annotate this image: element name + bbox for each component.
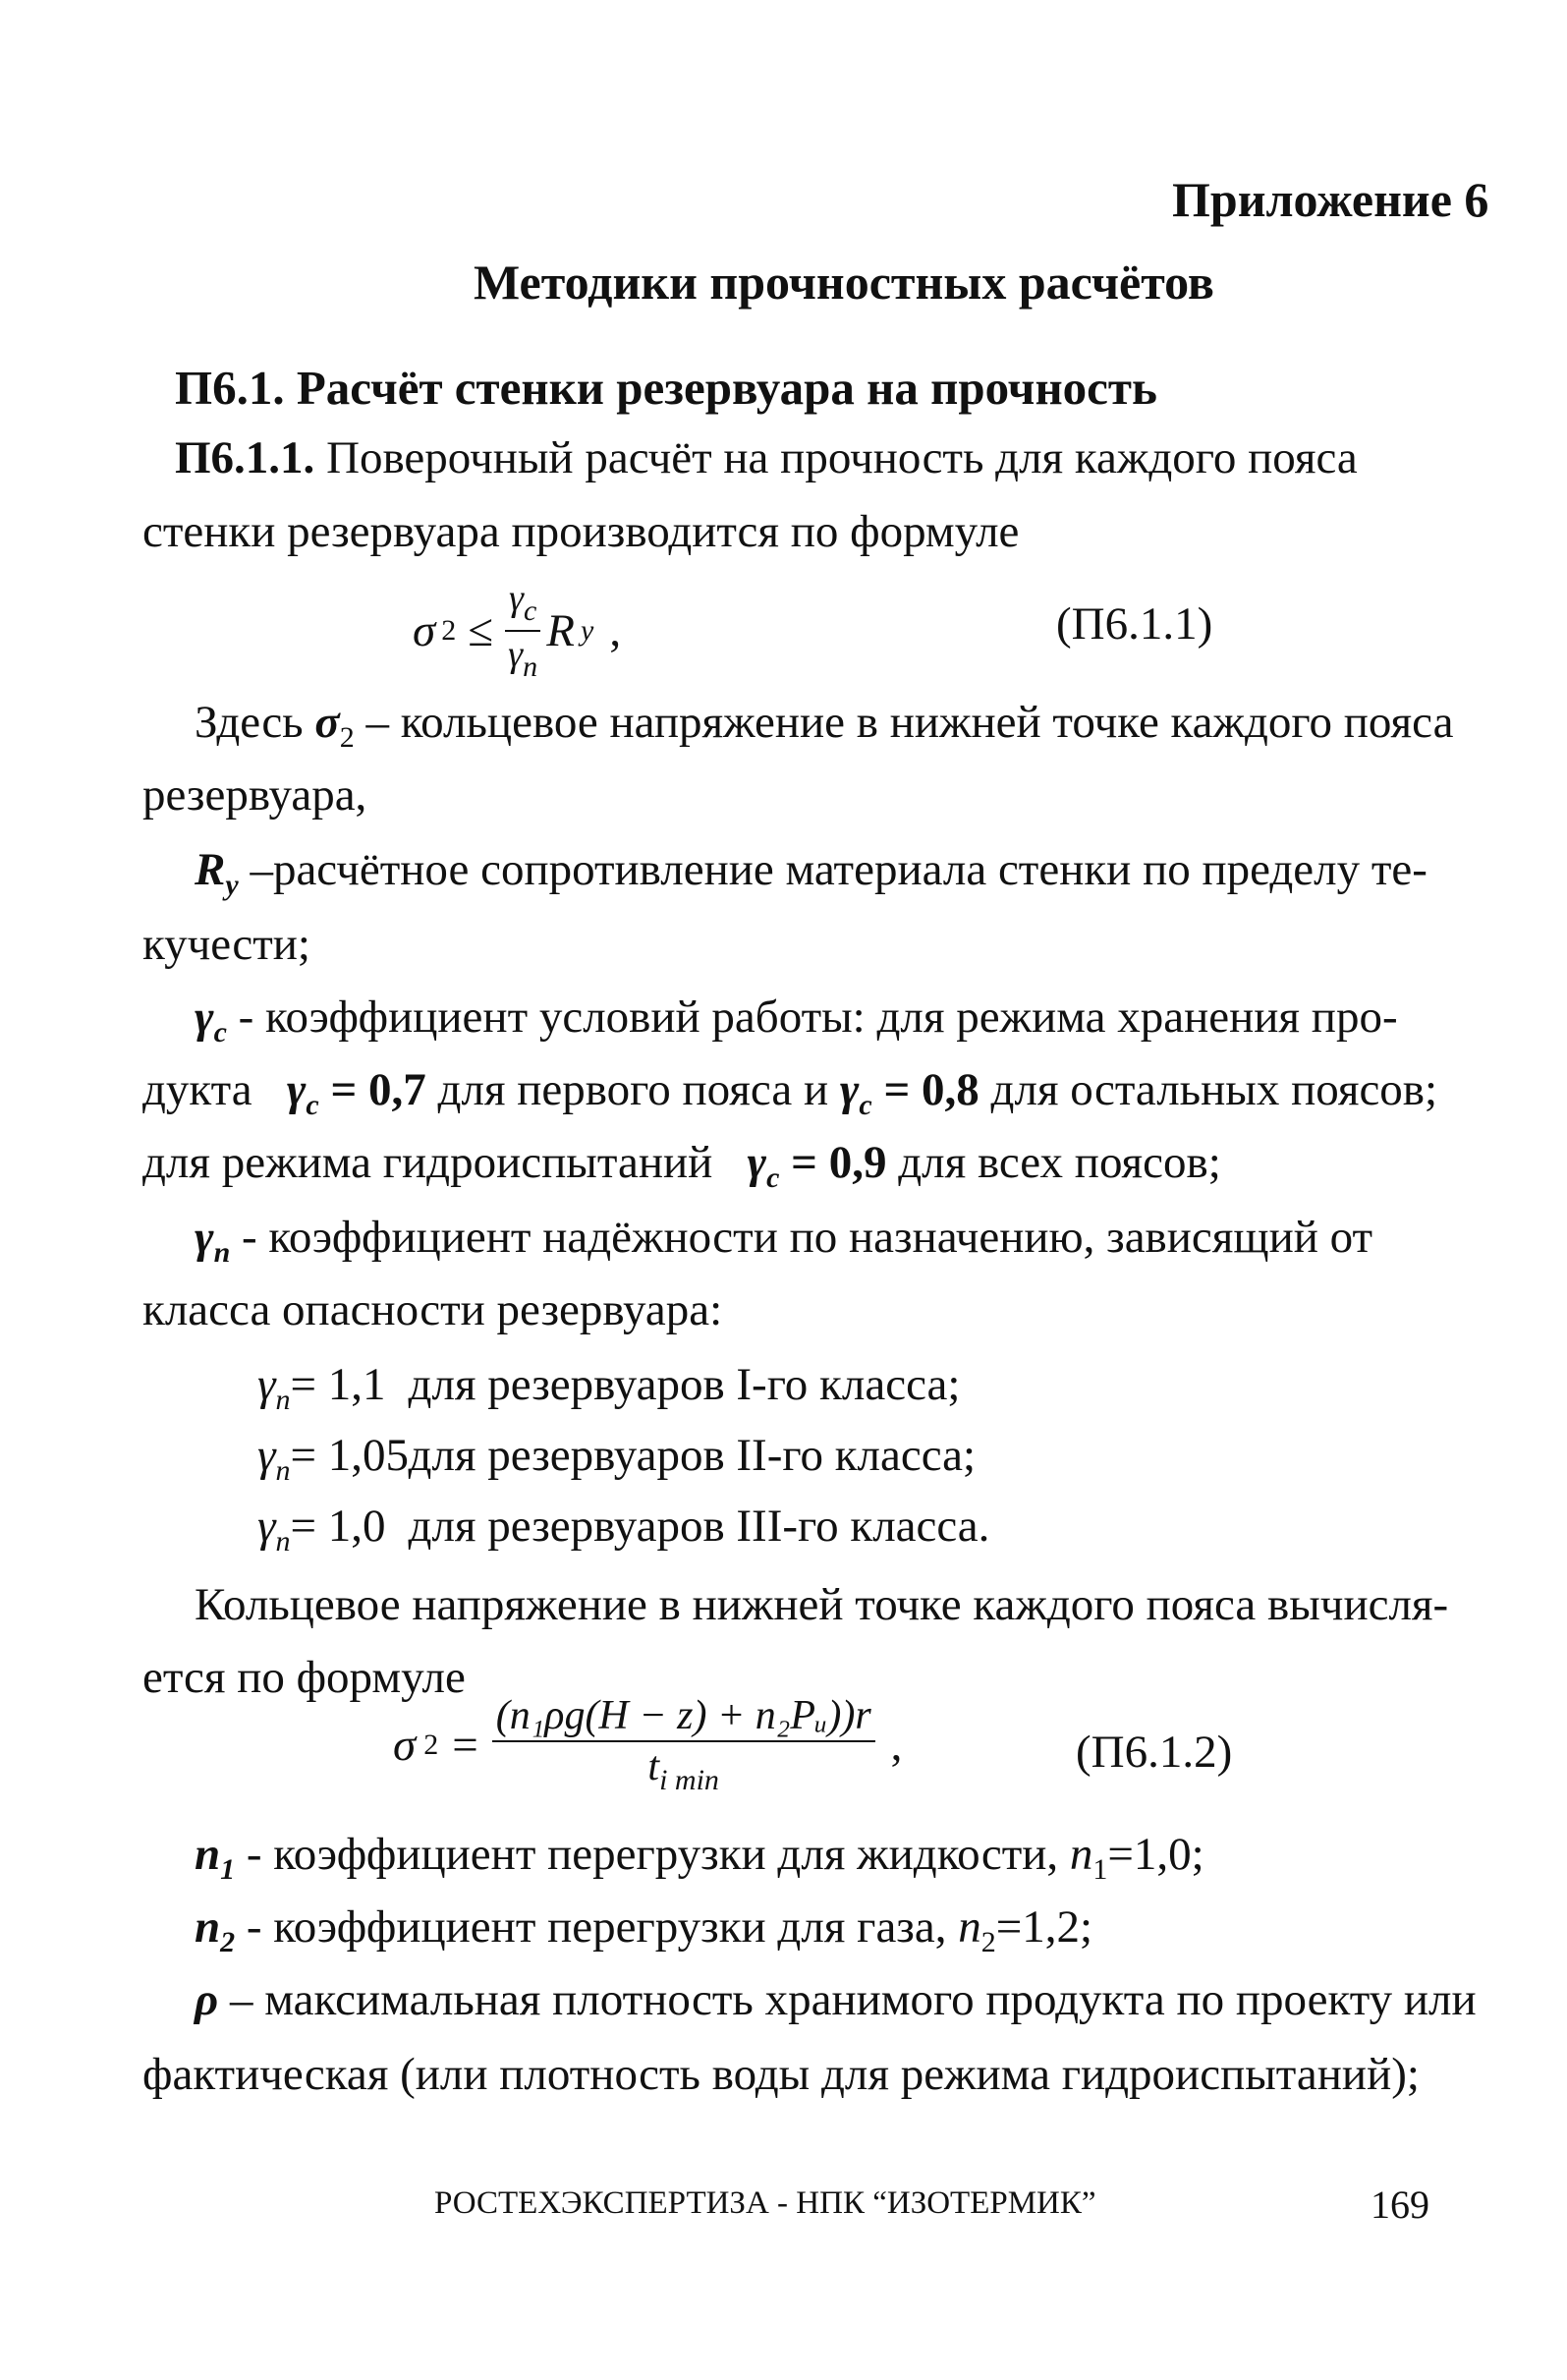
appendix-label: Приложение 6 (1172, 172, 1489, 227)
page-number: 169 (1371, 2182, 1429, 2227)
gamma-n-row: $\gamma_n= 1,0$ для резервуаров III-го класса. (257, 1501, 990, 1558)
fraction: $\frac{\gamma_c}{\gamma_n}$ (505, 580, 540, 682)
def-gamma-c-line-2: дукта $\gamma_c = 0,7$ для первого пояса и $\gamma_c = 0,8$ для остальных поясов; (142, 1064, 1438, 1121)
def-sigma-line-1: Здесь $\sigma_2$ – кольцевое напряжение в нижней точке каждого пояса (195, 697, 1454, 754)
paragraph-number: П6.1.1. (175, 432, 315, 483)
def-ry-line-2: кучести; (142, 919, 310, 970)
paragraph-2-line-2: ется по формуле (142, 1652, 466, 1703)
formula-1: σ 2 ≤ $\frac{\gamma_c}{\gamma_n}$ R y , (413, 578, 622, 683)
formula-2: σ 2 = $\frac{\text{(n₁ρg(H − z) + n₂Pᵤ))r}}{t_{i min}}$ , (393, 1693, 903, 1796)
def-rho-line-2: фактическая (или плотность воды для режима гидроиспытаний); (142, 2049, 1420, 2100)
formula-2-label: (П6.1.2) (1076, 1727, 1233, 1778)
page-title: Методики прочностных расчётов (474, 255, 1214, 310)
paragraph-1-line-2: стенки резервуара производится по формуле (142, 506, 1020, 557)
def-gamma-c-line-1: $\gamma_c$ - коэффициент условий работы: для режима хранения про- (195, 992, 1398, 1048)
footer-publisher: РОСТЕХЭКСПЕРТИЗА - НПК “ИЗОТЕРМИК” (434, 2185, 1096, 2221)
def-sigma-line-2: резервуара, (142, 769, 367, 821)
def-rho-line-1: ρ – максимальная плотность хранимого продукта по проекту или (195, 1974, 1477, 2025)
def-ry-line-1: $R_y$ –расчётное сопротивление материала стенки по пределу те- (195, 844, 1427, 901)
def-gamma-n-line-2: класса опасности резервуара: (142, 1284, 723, 1335)
def-gamma-c-line-3: для режима гидроиспытаний $\gamma_c = 0,9$ для всех поясов; (142, 1137, 1221, 1194)
formula-1-label: (П6.1.1) (1056, 598, 1213, 650)
fraction: $\frac{\text{(n₁ρg(H − z) + n₂Pᵤ))r}}{t_{i min}}$ (492, 1695, 875, 1795)
def-n1: $n_1$ - коэффициент перегрузки для жидкости, $n_1=1,0$; (195, 1829, 1204, 1886)
paragraph-1-line-1: П6.1.1. Поверочный расчёт на прочность для каждого пояса (175, 432, 1358, 483)
paragraph-2-line-1: Кольцевое напряжение в нижней точке каждого пояса вычисля- (195, 1579, 1449, 1630)
gamma-n-row: $\gamma_n= 1,1$ для резервуаров I-го класса; (257, 1359, 961, 1416)
def-gamma-n-line-1: $\gamma_n$ - коэффициент надёжности по назначению, зависящий от (195, 1212, 1373, 1269)
gamma-n-row: $\gamma_n= 1,05для$ резервуаров II-го класса; (257, 1430, 977, 1487)
section-heading: П6.1. Расчёт стенки резервуара на прочность (175, 361, 1157, 415)
def-n2: $n_2$ - коэффициент перегрузки для газа, $n_2=1,2$; (195, 1901, 1093, 1958)
